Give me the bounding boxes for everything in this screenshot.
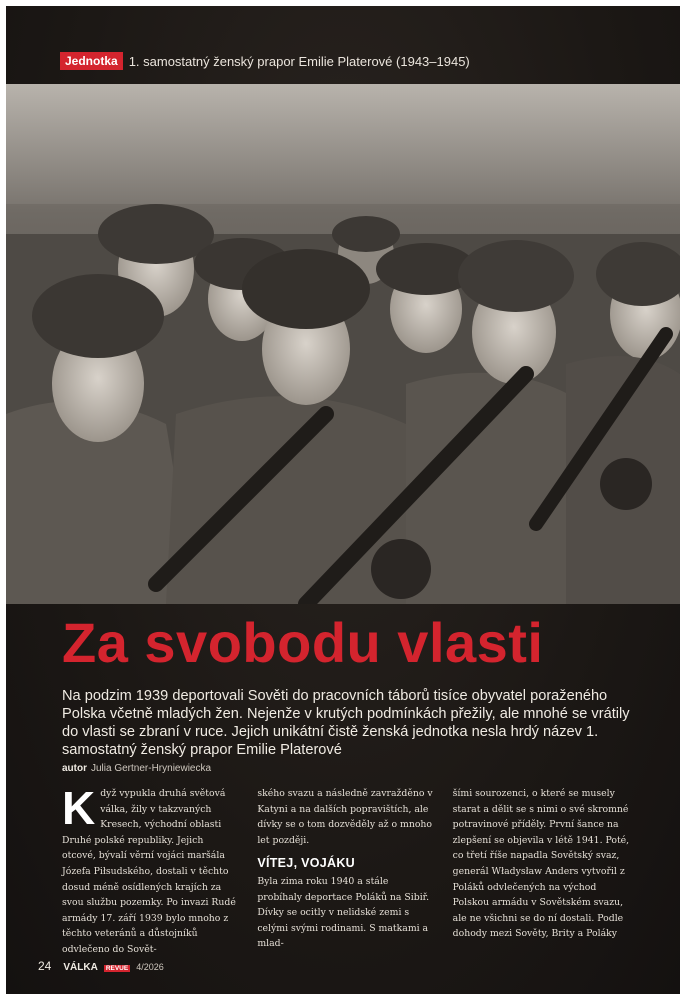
issue-number: 4/2026 — [136, 962, 164, 972]
magazine-name: VÁLKA — [63, 962, 98, 973]
body-paragraph: dyž vypukla druhá světová válka, žily v takzvaných Kresech, východní oblasti Druhé polské republiky. Jejich otcové, bývalí věrní vojáci maršála Józefa Piłsudského, dostali v těchto dosud méně osídlených krajích za svou službu pozemky. Po invazi Rudé armády 17. září 1939 bylo mnoho z těchto veteránů a důstojníků odvlečeno do Sovět- — [62, 788, 236, 955]
author-label: autor — [62, 763, 87, 774]
section-badge: Jednotka — [60, 52, 123, 70]
magazine-page — [6, 6, 680, 994]
body-paragraph: ského svazu a následně zavražděno v Katyni a na dalších popravištích, ale dívky se o tom dozvěděly až o mnoho let později. — [257, 788, 433, 846]
historical-photo — [6, 84, 680, 604]
magazine-subtitle: REVUE — [105, 965, 129, 972]
author-line — [62, 763, 211, 774]
drop-cap: K — [62, 782, 96, 834]
article-body — [62, 782, 630, 955]
section-header — [60, 52, 470, 70]
photo-illustration — [6, 84, 680, 604]
author-name: Julia Gertner-Hryniewiecka — [91, 763, 212, 774]
page-footer — [38, 959, 164, 973]
body-paragraph: Byla zima roku 1940 a stále probíhaly deportace Poláků na Sibiř. Dívky se ocitly v nelidské zemi s celými svými rodinami. S matkami a mlad- — [257, 875, 430, 950]
article-lead: Na podzim 1939 deportovali Sověti do pracovních táborů tisíce obyvatel poraženého Polska včetně mladých žen. Nejenže v krutých podmínkách přežily, ale mnohé se vrátily do vlasti se zbraní v ruce. Jejich unikátní čistě ženská jednotka nesla hrdý název 1. samostatný ženský prapor Emilie Platerové — [62, 688, 630, 758]
subheading: VÍTEJ, VOJÁKU — [257, 856, 356, 871]
body-column-2 — [257, 786, 434, 950]
body-column-3 — [453, 786, 630, 946]
article-title: Za svobodu vlasti — [62, 611, 544, 674]
section-title: 1. samostatný ženský prapor Emilie Platerové (1943–1945) — [128, 53, 470, 69]
body-column-1 — [62, 782, 239, 955]
page-number: 24 — [38, 959, 52, 973]
body-paragraph: šími sourozenci, o které se musely starat a dělit se s nimi o své skromné potravinové příděly. První šance na zlepšení se objevila v létě 1941. Poté, co třetí říše napadla Sovětský svaz, generál Władysław Anders vytvořil z Poláků odvlečených na východ Polskou armádu v Sovětském svazu, ale ne všichni se do ní dostali. Podle dohody mezi Sověty, Brity a Poláky — [452, 788, 630, 940]
